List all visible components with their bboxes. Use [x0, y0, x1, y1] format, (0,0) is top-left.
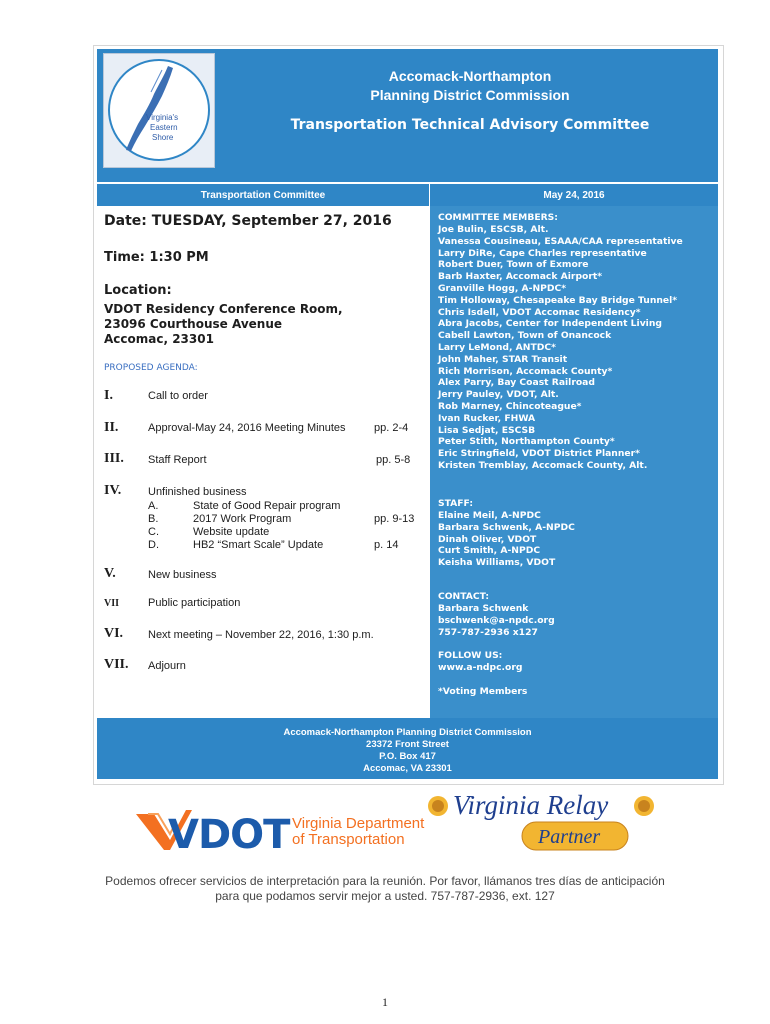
sub-item-text: State of Good Repair program	[193, 500, 341, 512]
member-entry: Jerry Pauley, VDOT, Alt.	[438, 389, 559, 401]
agenda-item-text: Staff Report	[148, 454, 207, 466]
member-entry: Rob Marney, Chincoteague*	[438, 401, 582, 412]
member-entry: Chris Isdell, VDOT Accomac Residency*	[438, 306, 641, 318]
agenda-item-text: Next meeting – November 22, 2016, 1:30 p.m.	[148, 629, 374, 641]
org-title-line2: Planning District Commission	[370, 87, 570, 103]
member-entry: Rich Morrison, Accomack County*	[438, 365, 613, 377]
contact-email-link[interactable]: bschwenk@a-npdc.org	[438, 615, 555, 626]
meeting-time: Time: 1:30 PM	[104, 250, 209, 265]
agenda-item-pages: pp. 9-13	[374, 513, 415, 525]
agenda-item-text: Call to order	[148, 390, 208, 402]
agenda-item-text: Unfinished business	[148, 486, 247, 498]
website-link[interactable]: www.a-ndpc.org	[438, 662, 523, 673]
agenda-item-text: Public participation	[148, 597, 241, 609]
page-number: 1	[382, 995, 388, 1009]
vdot-name-line1: Virginia Department	[292, 815, 425, 832]
agenda-item-pages: pp. 2-4	[374, 422, 409, 434]
address-line: Accomack-Northampton Planning District Commission	[283, 727, 532, 738]
agenda-number: V.	[104, 566, 116, 581]
address-line: P.O. Box 417	[379, 751, 436, 762]
agenda-number: III.	[104, 451, 124, 466]
sub-item-letter: A.	[148, 500, 159, 512]
member-entry: Larry LeMond, ANTDC*	[438, 342, 556, 353]
agenda-number: IV.	[104, 483, 122, 498]
agenda-number: VI.	[104, 626, 124, 641]
eastern-shore-logo	[103, 53, 215, 168]
sub-item-text: HB2 “Smart Scale” Update	[193, 539, 324, 551]
virginia-relay-logo	[426, 784, 656, 856]
relay-partner: Partner	[538, 826, 601, 848]
agenda-heading: PROPOSED AGENDA:	[104, 363, 198, 373]
staff-entry: Barbara Schwenk, A-NPDC	[438, 521, 575, 533]
member-entry: Ivan Rucker, FHWA	[438, 412, 536, 424]
agenda-number: VII	[104, 598, 120, 609]
agenda-number: VII.	[104, 657, 129, 672]
member-entry: Larry DiRe, Cape Charles representative	[438, 247, 647, 259]
member-entry: Robert Duer, Town of Exmore	[438, 259, 589, 271]
member-entry: Lisa Sedjat, ESCSB	[438, 424, 536, 436]
member-entry: Peter Stith, Northampton County*	[438, 436, 615, 448]
address-footer	[97, 718, 718, 779]
member-entry: Joe Bulin, ESCSB, Alt.	[438, 224, 549, 235]
staff-entry: Dinah Oliver, VDOT	[438, 533, 537, 545]
committee-bar-label: Transportation Committee	[200, 189, 326, 201]
sub-item-letter: B.	[148, 513, 159, 525]
contact-phone: 757-787-2936 x127	[438, 627, 538, 638]
vdot-name-line2: of Transportation	[292, 831, 405, 848]
location-line2: 23096 Courthouse Avenue	[104, 317, 283, 331]
member-entry: John Maher, STAR Transit	[438, 353, 568, 365]
contact-name: Barbara Schwenk	[438, 603, 529, 614]
staff-entry: Keisha Williams, VDOT	[438, 557, 556, 569]
logo-text-line2: Eastern	[150, 123, 178, 132]
member-entry: Cabell Lawton, Town of Onancock	[438, 330, 612, 342]
location-line1: VDOT Residency Conference Room,	[104, 302, 343, 316]
member-entry: Vanessa Cousineau, ESAAA/CAA representative	[438, 235, 683, 247]
member-entry: Tim Holloway, Chesapeake Bay Bridge Tunnel*	[438, 294, 678, 306]
sub-item-pages: p. 14	[374, 539, 399, 551]
follow-heading: FOLLOW US:	[438, 650, 503, 661]
member-entry: Kristen Tremblay, Accomack County, Alt.	[438, 460, 648, 471]
agenda-item-text: Adjourn	[148, 660, 186, 672]
location-label: Location:	[104, 283, 172, 298]
agenda-number: I.	[104, 388, 113, 403]
sub-item-text: 2017 Work Program	[193, 513, 292, 525]
interpretation-notice	[80, 874, 690, 904]
member-entry: Granville Hogg, A-NPDC*	[438, 283, 567, 294]
agenda-item-text: New business	[148, 569, 217, 581]
vdot-mark-text: VDOT	[168, 812, 290, 854]
staff-entry: Elaine Meil, A-NPDC	[438, 510, 541, 521]
members-heading: COMMITTEE MEMBERS:	[438, 212, 558, 223]
member-entry: Eric Stringfield, VDOT District Planner*	[438, 448, 640, 460]
staff-heading: STAFF:	[438, 498, 474, 509]
contact-heading: CONTACT:	[438, 591, 490, 602]
voting-note: *Voting Members	[438, 686, 528, 697]
notice-line1: Podemos ofrecer servicios de interpretación para la reunión. Por favor, llámanos tres días de anticipación	[105, 874, 665, 888]
location-line3: Accomac, 23301	[104, 332, 214, 346]
agenda-item-text: Approval-May 24, 2016 Meeting Minutes	[148, 422, 346, 434]
date-bar	[430, 184, 718, 206]
notice-line2: para que podamos servir mejor a usted. 757-787-2936, ext. 127	[215, 889, 555, 903]
relay-title: Virginia Relay	[453, 790, 609, 820]
member-entry: Abra Jacobs, Center for Independent Living	[438, 318, 662, 330]
agenda-number: II.	[104, 420, 119, 435]
committee-bar	[97, 184, 429, 206]
meeting-date: Date: TUESDAY, September 27, 2016	[104, 213, 392, 229]
logo-text-line1: Virginia's	[146, 113, 179, 122]
committee-title: Transportation Technical Advisory Committee	[290, 117, 650, 133]
sub-item-text: Website update	[193, 526, 270, 538]
sub-item-letter: C.	[148, 526, 159, 538]
address-line: 23372 Front Street	[366, 739, 449, 750]
logo-text-line3: Shore	[152, 133, 174, 142]
address-line: Accomac, VA 23301	[363, 763, 452, 774]
date-bar-label: May 24, 2016	[543, 189, 605, 201]
staff-entry: Curt Smith, A-NPDC	[438, 545, 541, 557]
agenda-item-pages: pp. 5-8	[376, 454, 411, 466]
vdot-logo	[134, 806, 434, 854]
sub-item-letter: D.	[148, 539, 159, 551]
member-entry: Alex Parry, Bay Coast Railroad	[438, 377, 595, 389]
org-title-line1: Accomack-Northampton	[388, 68, 552, 84]
member-entry: Barb Haxter, Accomack Airport*	[438, 271, 603, 283]
